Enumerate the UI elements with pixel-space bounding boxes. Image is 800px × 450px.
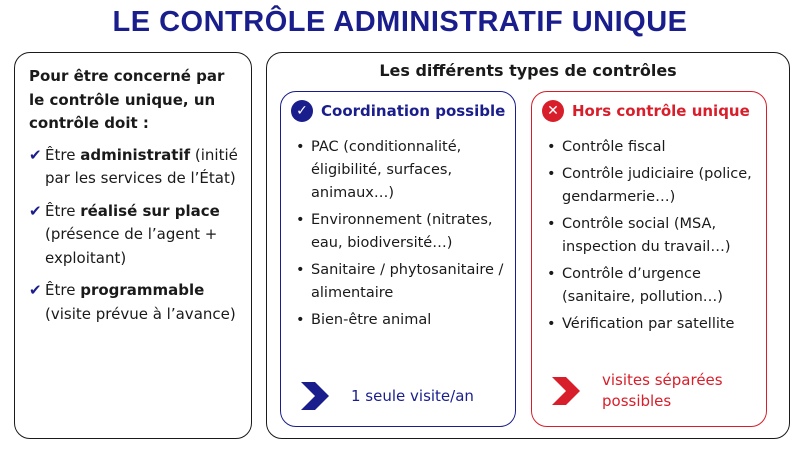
criteria-panel (14, 52, 252, 439)
list-item: • Vérification par satellite (544, 313, 758, 336)
hors-controle-footer (550, 370, 732, 412)
list-item: • Contrôle d’urgence (sanitaire, pollution…) (544, 263, 758, 309)
check-mark-icon: ✔ (29, 281, 42, 299)
chevron-arrow-icon (550, 375, 582, 407)
hors-controle-card (531, 91, 767, 427)
hors-controle-title: Hors contrôle unique (572, 102, 750, 120)
coordination-list (293, 136, 507, 336)
criterion-item (29, 200, 243, 271)
list-item: • Environnement (nitrates, eau, biodiversité…) (293, 209, 507, 255)
criterion-keyword: administratif (80, 145, 191, 164)
coordination-footer (299, 380, 474, 412)
list-item: • Bien-être animal (293, 309, 507, 332)
coordination-title: Coordination possible (321, 102, 506, 120)
check-mark-icon: ✔ (29, 145, 42, 164)
hors-controle-list (544, 136, 758, 340)
criterion-prefix: Être (45, 201, 81, 220)
coordination-card (280, 91, 516, 427)
coordination-header (291, 100, 505, 122)
list-item: • Sanitaire / phytosanitaire / alimentaire (293, 259, 507, 305)
criterion-item (29, 144, 243, 191)
chevron-arrow-icon (299, 380, 331, 412)
criteria-heading: Pour être concerné par le contrôle unique, un contrôle doit : (29, 67, 225, 132)
list-item: • Contrôle fiscal (544, 136, 758, 159)
hors-controle-footer-text: visites séparées possibles (602, 371, 723, 410)
criterion-detail: (présence de l’agent + exploitant) (45, 225, 218, 267)
page-title: LE CONTRÔLE ADMINISTRATIF UNIQUE (112, 6, 688, 38)
criterion-prefix: Être (45, 281, 81, 299)
list-item: • Contrôle social (MSA, inspection du travail…) (544, 213, 758, 259)
control-types-panel (266, 52, 790, 439)
list-item: • PAC (conditionnalité, éligibilité, surfaces, animaux…) (293, 136, 507, 205)
check-mark-icon: ✔ (29, 201, 42, 220)
hors-controle-header (542, 100, 750, 122)
criterion-keyword: réalisé sur place (80, 201, 220, 220)
list-item: • Contrôle judiciaire (police, gendarmerie…) (544, 163, 758, 209)
criterion-prefix: Être (45, 145, 81, 164)
criterion-detail: (visite prévue à l’avance) (45, 304, 236, 323)
criterion-keyword: programmable (80, 281, 205, 299)
control-types-heading: Les différents types de contrôles (379, 61, 677, 80)
cross-icon: ✕ (542, 100, 564, 122)
criterion-item (29, 279, 243, 326)
check-icon: ✓ (291, 100, 313, 122)
criterion-detail: (initié par les services de l’État) (45, 145, 238, 187)
coordination-footer-text: 1 seule visite/an (351, 386, 474, 405)
